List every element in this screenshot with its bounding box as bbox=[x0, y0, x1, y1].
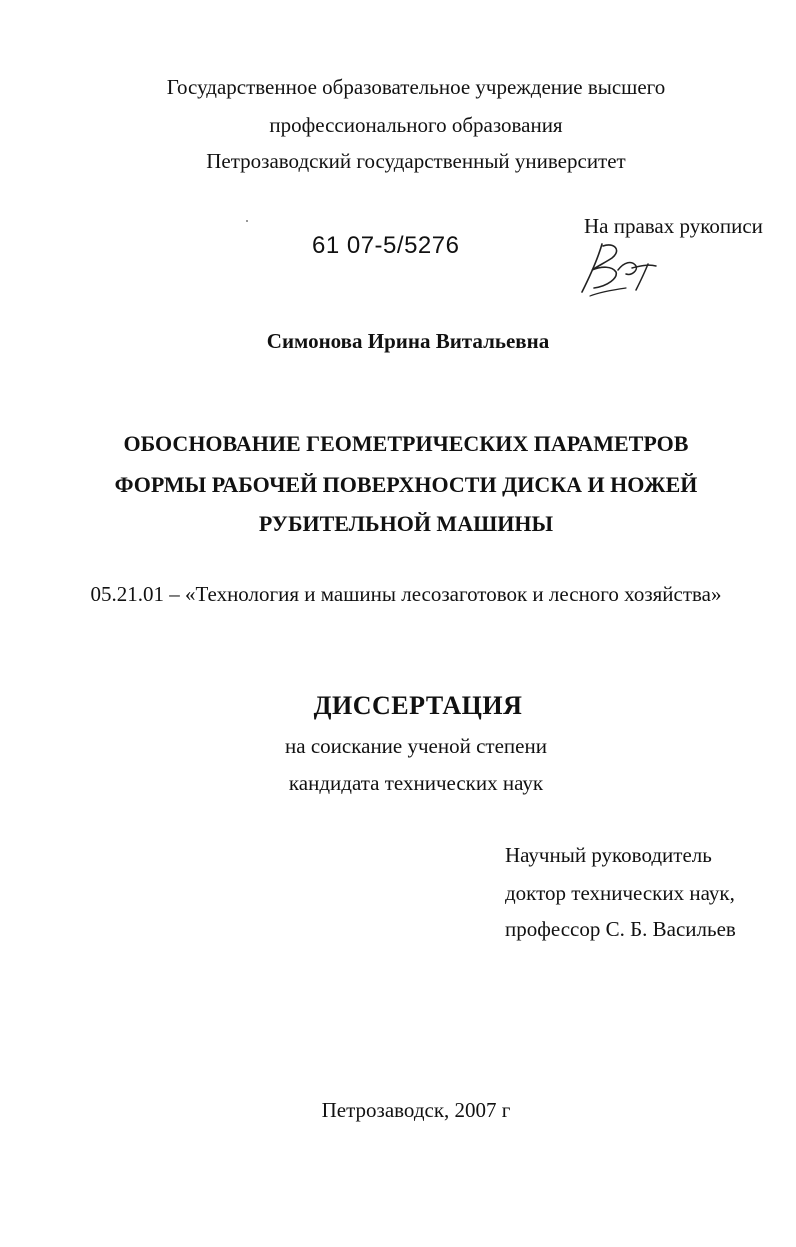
specialty-code: 05.21.01 – «Технология и машины лесозаготовок и лесного хозяйства» bbox=[90, 582, 722, 606]
institution-line-2: профессионального образования bbox=[269, 113, 563, 137]
supervisor-label: Научный руководитель bbox=[505, 843, 712, 867]
archive-stamp-number: 61 07-5/5276 bbox=[312, 232, 460, 259]
author-name: Симонова Ирина Витальевна bbox=[266, 329, 550, 353]
handwritten-signature bbox=[572, 236, 672, 300]
title-line-1: ОБОСНОВАНИЕ ГЕОМЕТРИЧЕСКИХ ПАРАМЕТРОВ bbox=[123, 431, 689, 456]
supervisor-degree: доктор технических наук, bbox=[505, 881, 735, 905]
scan-speck bbox=[246, 220, 248, 222]
document-type: ДИССЕРТАЦИЯ bbox=[313, 691, 523, 720]
institution-line-1: Государственное образовательное учреждение высшего bbox=[166, 75, 666, 99]
institution-line-3: Петрозаводский государственный университет bbox=[206, 149, 626, 173]
supervisor-name: профессор С. Б. Васильев bbox=[505, 917, 736, 941]
degree-line-1: на соискание ученой степени bbox=[285, 734, 547, 758]
title-line-2: ФОРМЫ РАБОЧЕЙ ПОВЕРХНОСТИ ДИСКА И НОЖЕЙ bbox=[114, 472, 698, 497]
degree-line-2: кандидата технических наук bbox=[288, 771, 544, 795]
city-year: Петрозаводск, 2007 г bbox=[321, 1098, 511, 1122]
title-line-3: РУБИТЕЛЬНОЙ МАШИНЫ bbox=[258, 511, 554, 536]
manuscript-rights-note: На правах рукописи bbox=[584, 214, 763, 238]
